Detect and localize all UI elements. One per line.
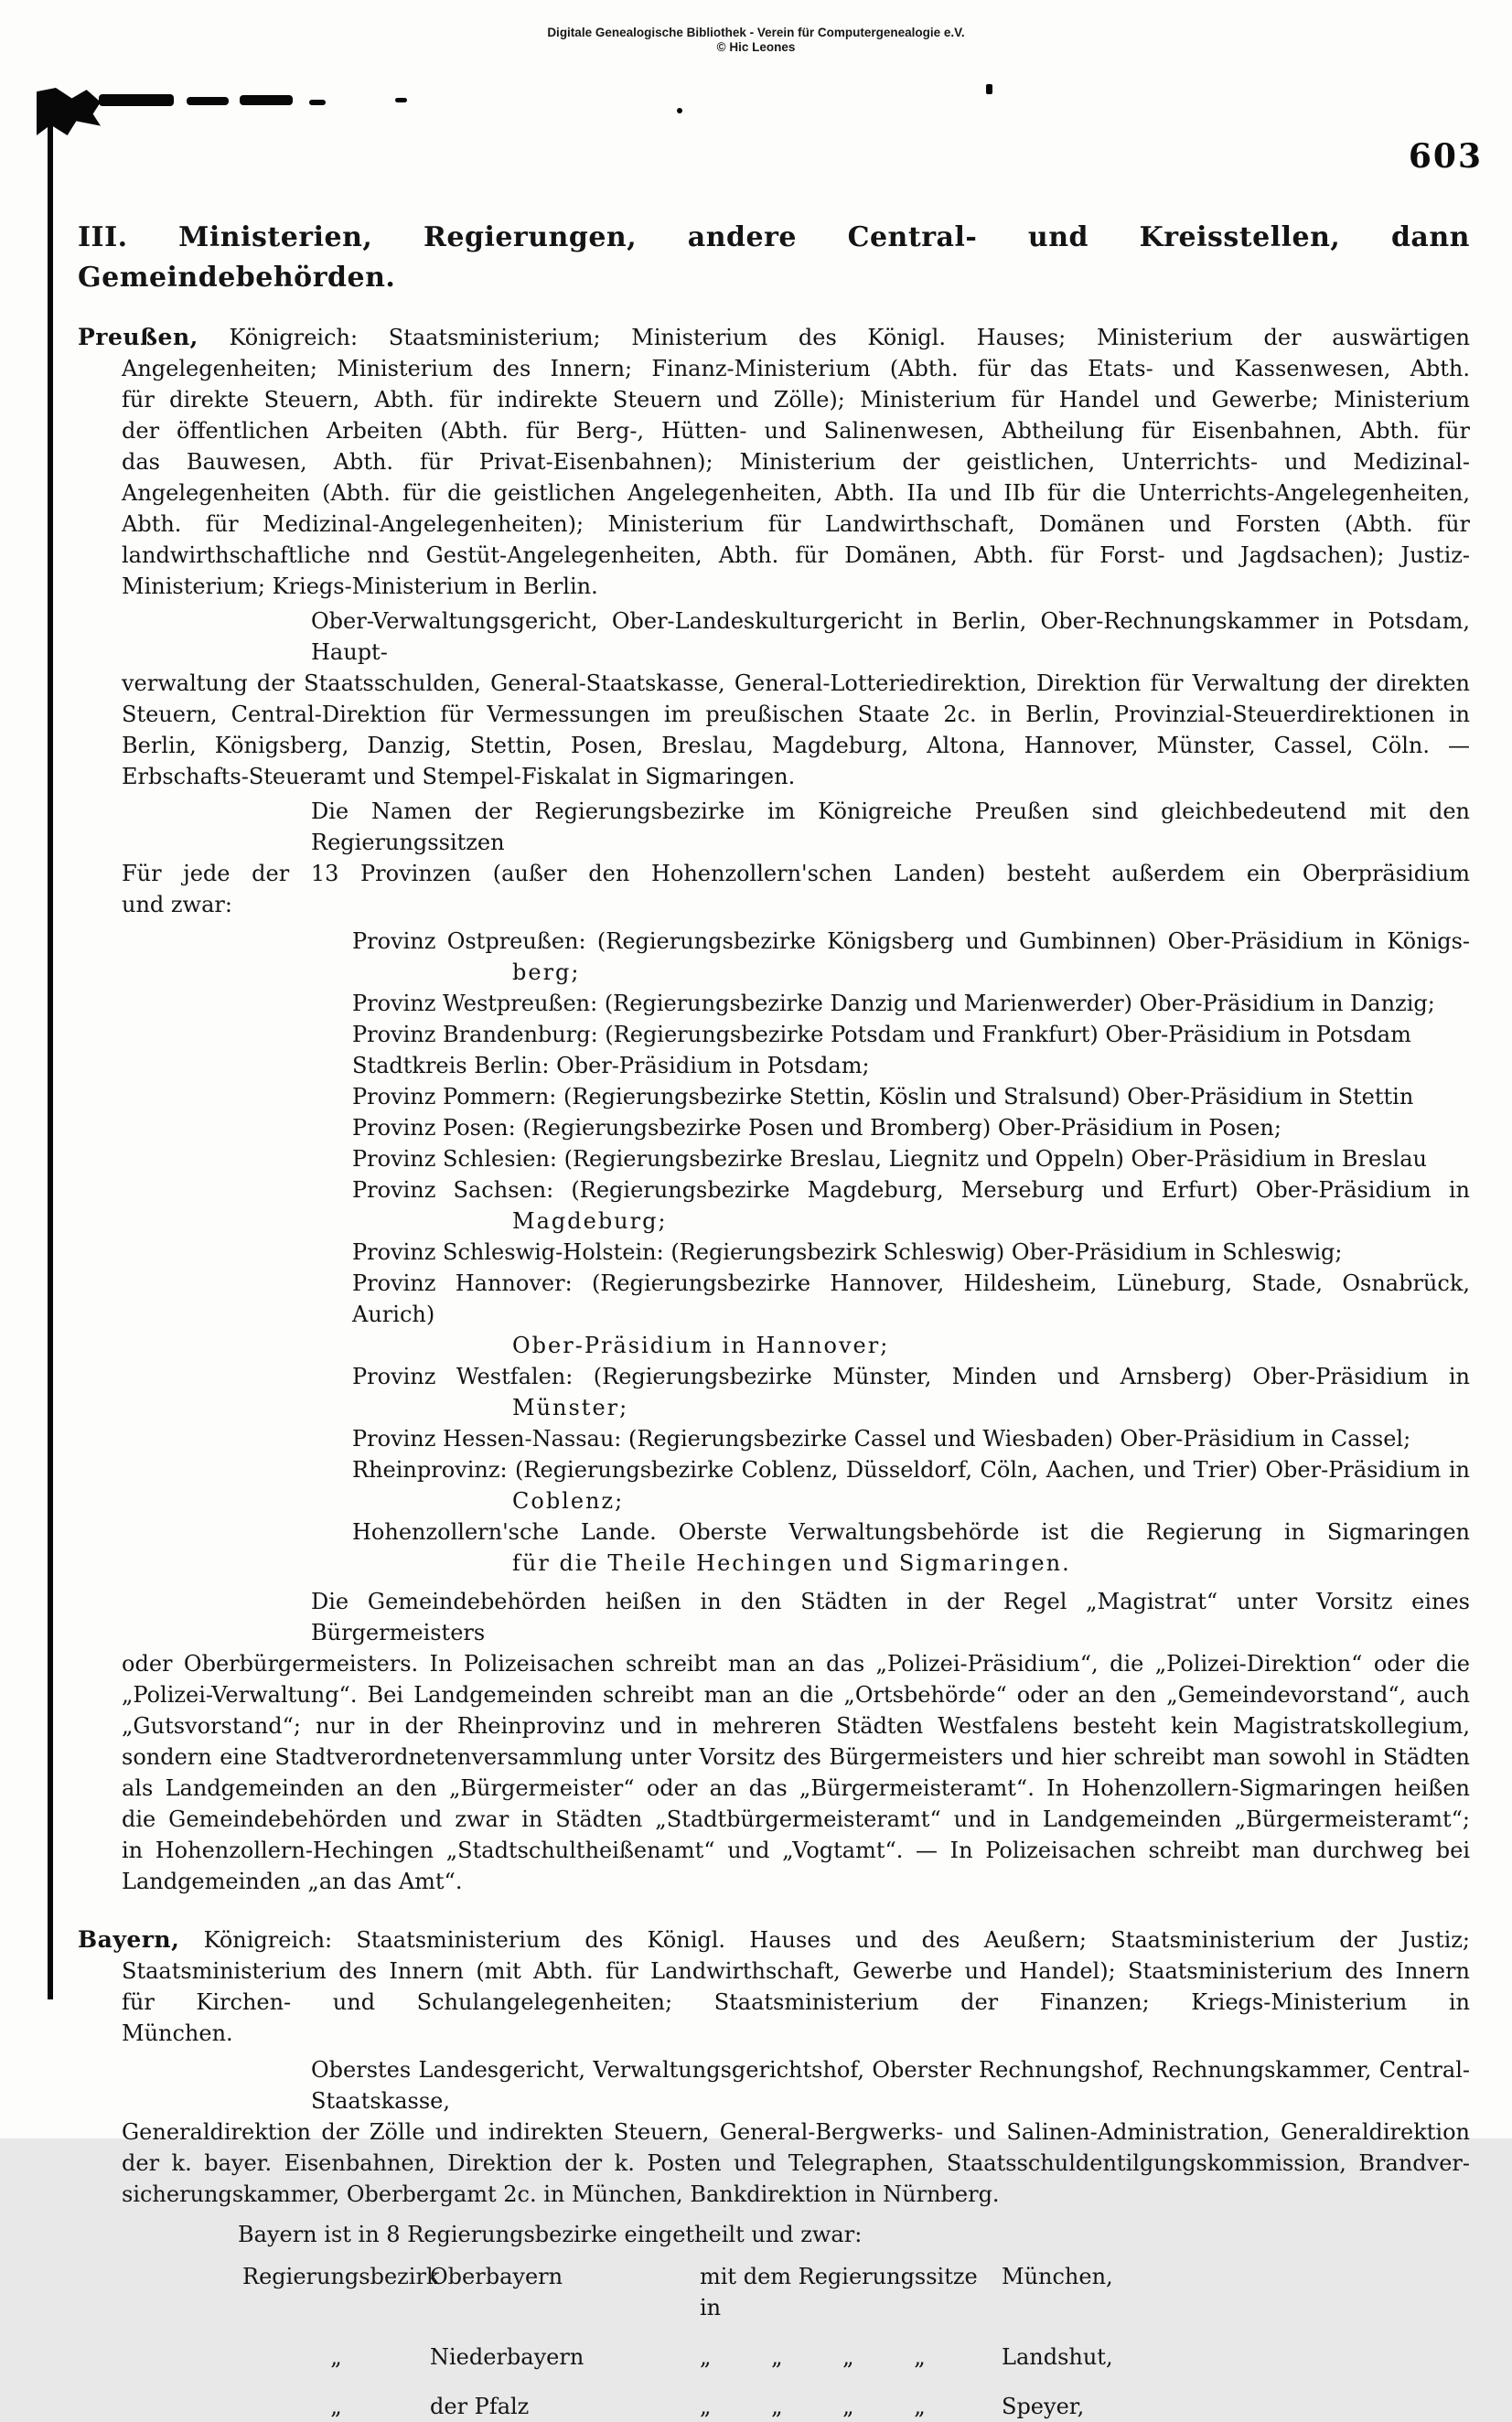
scan-binding-line-artifact <box>48 108 53 1999</box>
text-line: landwirthschaftliche nnd Gestüt-Angelegenheiten, Abth. für Domänen, Abth. für Forst- und Jagdsachen); Justiz- <box>122 542 1470 568</box>
text-line: Provinz Hannover: (Regierungsbezirke Hannover, Hildesheim, Lüneburg, Stade, Osnabrück, Aurich) <box>352 1270 1470 1327</box>
province-hannover <box>78 1268 1470 1361</box>
text-line: Die Gemeindebehörden heißen in den Städten in der Regel „Magistrat“ unter Vorsitz eines Bürgermeisters <box>311 1589 1470 1645</box>
text-line: Angelegenheiten (Abth. für die geistlichen Angelegenheiten, Abth. IIa und IIb für die Unterrichts-Angelegenheiten, <box>122 480 1470 506</box>
text-line: Die Namen der Regierungsbezirke im Königreiche Preußen sind gleichbedeutend mit den Regierungssitzen <box>311 798 1470 855</box>
text-line: berg; <box>512 959 581 985</box>
province-westfalen <box>78 1361 1470 1423</box>
province-stadtkreis-berlin <box>78 1050 1470 1081</box>
scan-dash-artifact <box>395 98 407 102</box>
province-ostpreussen <box>78 926 1470 988</box>
library-watermark <box>0 26 1512 55</box>
text-line: „Gutsvorstand“; nur in der Rheinprovinz und in mehreren Städten Westfalens besteht kein Magistratskollegium, <box>122 1713 1470 1739</box>
text-line: Steuern, Central-Direktion für Vermessungen im preußischen Staate 2c. in Berlin, Provinzial-Steuerdirektionen in <box>122 702 1470 727</box>
scan-dash-artifact <box>99 94 174 106</box>
text-line: Bayern, Königreich: Staatsministerium des Königl. Hauses und des Aeußern; Staatsministerium der Justiz; <box>78 1926 1470 1953</box>
scan-speck-artifact <box>986 84 992 94</box>
province-westpreussen <box>78 988 1470 1019</box>
entry-lead-word: Preußen, <box>78 324 198 350</box>
regierungsbezirke-note <box>78 796 1470 920</box>
text-line: Provinz Schlesien: (Regierungsbezirke Breslau, Liegnitz und Oppeln) Ober-Präsidium in Breslau <box>352 1146 1427 1172</box>
text-line: sondern eine Stadtverordnetenversammlung unter Vorsitz des Bürgermeisters und hier schreibt man sowohl in Städten <box>122 1744 1470 1770</box>
text-line: für direkte Steuern, Abth. für indirekte Steuern und Zölle); Ministerium für Handel und Gewerbe; Ministerium <box>122 387 1470 413</box>
text-line: Angelegenheiten; Ministerium des Innern; Finanz-Ministerium (Abth. für das Etats- und Kassenwesen, Abth. <box>122 356 1470 381</box>
text-line: Landgemeinden „an das Amt“. <box>122 1869 463 1894</box>
text-line: Hohenzollern'sche Lande. Oberste Verwaltungsbehörde ist die Regierung in Sigmaringen <box>352 1519 1470 1545</box>
text-line: Oberstes Landesgericht, Verwaltungsgerichtshof, Oberster Rechnungshof, Rechnungskammer, Central-Staatskasse, <box>311 2057 1470 2114</box>
scan-dash-artifact <box>309 100 326 105</box>
table-cell: „ <box>330 2344 342 2370</box>
scan-ink-blob-artifact <box>37 88 101 135</box>
bayern-bezirke-intro <box>78 2219 1470 2250</box>
text-line: Provinz Sachsen: (Regierungsbezirke Magdeburg, Merseburg und Erfurt) Ober-Präsidium in <box>352 1177 1470 1203</box>
text-line: Generaldirektion der Zölle und indirekten Steuern, General-Bergwerks- und Salinen-Administration, Generaldirektion <box>122 2119 1470 2145</box>
text-line: Abth. für Medizinal-Angelegenheiten); Ministerium für Landwirthschaft, Domänen und Forsten (Abth. für <box>122 511 1470 537</box>
text-line: für Kirchen- und Schulangelegenheiten; Staatsministerium der Finanzen; Kriegs-Ministerium in <box>122 1989 1470 2015</box>
bezirke-table <box>242 2261 1470 2422</box>
text-line: der k. bayer. Eisenbahnen, Direktion der k. Posten und Telegraphen, Staatsschuldentilgungskommission, Brandver- <box>122 2150 1470 2176</box>
watermark-line-1: Digitale Genealogische Bibliothek - Verein für Computergenealogie e.V. <box>547 26 965 39</box>
text-line: Provinz Brandenburg: (Regierungsbezirke Potsdam und Frankfurt) Ober-Präsidium in Potsdam <box>352 1022 1411 1047</box>
text-line: Provinz Posen: (Regierungsbezirke Posen und Bromberg) Ober-Präsidium in Posen; <box>352 1115 1281 1141</box>
text-line: Münster; <box>512 1395 629 1420</box>
text-line: und zwar: <box>122 892 232 917</box>
document-content <box>78 218 1470 2422</box>
text-line: München. <box>122 2020 233 2046</box>
text-line: die Gemeindebehörden und zwar in Städten „Stadtbürgermeisteramt“ und in Landgemeinden „Bürgermeisteramt“; <box>122 1806 1470 1832</box>
province-schleswig-holstein <box>78 1237 1470 1268</box>
text-line: „Polizei-Verwaltung“. Bei Landgemeinden schreibt man an die „Ortsbehörde“ oder an den „Gemeindevorstand“, auch <box>122 1682 1470 1708</box>
text-line: Coblenz; <box>512 1488 625 1514</box>
scan-dash-artifact <box>187 97 229 105</box>
text-line: Provinz Ostpreußen: (Regierungsbezirke Königsberg und Gumbinnen) Ober-Präsidium in Königs- <box>352 928 1470 954</box>
text-line: der öffentlichen Arbeiten (Abth. für Berg-, Hütten- und Salinenwesen, Abtheilung für Eisenbahnen, Abth. für <box>122 418 1470 444</box>
watermark-line-2: © Hic Leones <box>716 40 796 54</box>
text-line: verwaltung der Staatsschulden, General-Staatskasse, General-Lotteriedirektion, Direktion für Verwaltung der direkten <box>122 670 1470 696</box>
province-brandenburg <box>78 1019 1470 1050</box>
text-line: Rheinprovinz: (Regierungsbezirke Coblenz, Düsseldorf, Cöln, Aachen, und Trier) Ober-Präsidium in <box>352 1457 1470 1483</box>
text-line: Bayern ist in 8 Regierungsbezirke eingetheilt und zwar: <box>238 2222 863 2247</box>
table-cell: „ <box>330 2394 342 2419</box>
text-line: Stadtkreis Berlin: Ober-Präsidium in Potsdam; <box>352 1053 870 1078</box>
bayern-behoerden <box>78 2054 1470 2210</box>
text-line: Ministerium; Kriegs-Ministerium in Berlin. <box>122 573 598 599</box>
text-line: Ober-Präsidium in Hannover; <box>512 1333 890 1358</box>
document-blocks <box>78 322 1470 2422</box>
table-cell: Regierungsbezirk <box>242 2264 440 2289</box>
province-hessen-nassau <box>78 1423 1470 1454</box>
text-line: Ober-Verwaltungsgericht, Ober-Landeskulturgericht in Berlin, Ober-Rechnungskammer in Potsdam, Haupt- <box>311 608 1470 665</box>
text-line: Provinz Westpreußen: (Regierungsbezirke Danzig und Marienwerder) Ober-Präsidium in Danzig; <box>352 991 1435 1016</box>
text-line: Provinz Pommern: (Regierungsbezirke Stettin, Köslin und Stralsund) Ober-Präsidium in Stettin <box>352 1084 1414 1109</box>
scan-dash-artifact <box>240 95 293 105</box>
province-sachsen <box>78 1174 1470 1237</box>
text-line: Für jede der 13 Provinzen (außer den Hohenzollern'schen Landen) besteht außerdem ein Oberpräsidium <box>122 861 1470 886</box>
entry-lead-word: Bayern, <box>78 1926 180 1953</box>
page-number: 603 <box>1408 137 1483 176</box>
text-line: sicherungskammer, Oberbergamt 2c. in München, Bankdirektion in Nürnberg. <box>122 2181 1000 2207</box>
province-rheinprovinz <box>78 1454 1470 1516</box>
province-pommern <box>78 1081 1470 1112</box>
preussen-behoerden <box>78 606 1470 792</box>
text-line: Erbschafts-Steueramt und Stempel-Fiskalat in Sigmaringen. <box>122 764 796 789</box>
entry-bayern <box>78 1924 1470 2049</box>
text-line: Staatsministerium des Innern (mit Abth. für Landwirthschaft, Gewerbe und Handel); Staatsministerium des Innern <box>122 1958 1470 1984</box>
scan-speck-artifact <box>677 108 682 113</box>
text-line: Provinz Hessen-Nassau: (Regierungsbezirke Cassel und Wiesbaden) Ober-Präsidium in Cassel; <box>352 1426 1411 1452</box>
table-cell: der Pfalz <box>430 2394 530 2419</box>
table-cell: Niederbayern <box>430 2344 584 2370</box>
table-cell: Speyer, <box>1002 2394 1085 2419</box>
province-schlesien <box>78 1143 1470 1174</box>
table-cell: mit dem Regierungssitze in <box>700 2264 978 2320</box>
table-cell: „ „ „ „ <box>700 2394 926 2419</box>
text-line: als Landgemeinden an den „Bürgermeister“ oder an das „Bürgermeisteramt“. In Hohenzollern-Sigmaringen heißen <box>122 1775 1470 1801</box>
table-cell: „ „ „ „ <box>700 2344 926 2370</box>
text-line: Magdeburg; <box>512 1208 668 1234</box>
text-line: das Bauwesen, Abth. für Privat-Eisenbahnen); Ministerium der geistlichen, Unterrichts- und Medizinal- <box>122 449 1470 475</box>
table-cell: Oberbayern <box>430 2264 563 2289</box>
text-line: Preußen, Königreich: Staatsministerium; Ministerium des Königl. Hauses; Ministerium der auswärtigen <box>78 324 1470 350</box>
province-hohenzollern <box>78 1516 1470 1579</box>
text-line: Berlin, Königsberg, Danzig, Stettin, Posen, Breslau, Magdeburg, Altona, Hannover, Münster, Cassel, Cöln. — <box>122 733 1470 758</box>
text-line: in Hohenzollern-Hechingen „Stadtschultheißenamt“ und „Vogtamt“. — In Polizeisachen schreibt man durchweg bei <box>122 1838 1470 1863</box>
gemeindebehoerden <box>78 1586 1470 1897</box>
text-line: Provinz Schleswig-Holstein: (Regierungsbezirk Schleswig) Ober-Präsidium in Schleswig; <box>352 1239 1343 1265</box>
text-line: oder Oberbürgermeisters. In Polizeisachen schreibt man an das „Polizei-Präsidium“, die „Polizei-Direktion“ oder die <box>122 1651 1470 1677</box>
table-cell: Landshut, <box>1002 2344 1113 2370</box>
text-line: Provinz Westfalen: (Regierungsbezirke Münster, Minden und Arnsberg) Ober-Präsidium in <box>352 1364 1470 1389</box>
entry-preussen <box>78 322 1470 602</box>
province-posen <box>78 1112 1470 1143</box>
section-title: III. Ministerien, Regierungen, andere Central- und Kreisstellen, dann Gemeindebehörden. <box>78 221 1470 294</box>
table-cell: München, <box>1002 2264 1113 2289</box>
text-line: für die Theile Hechingen und Sigmaringen. <box>512 1550 1071 1576</box>
